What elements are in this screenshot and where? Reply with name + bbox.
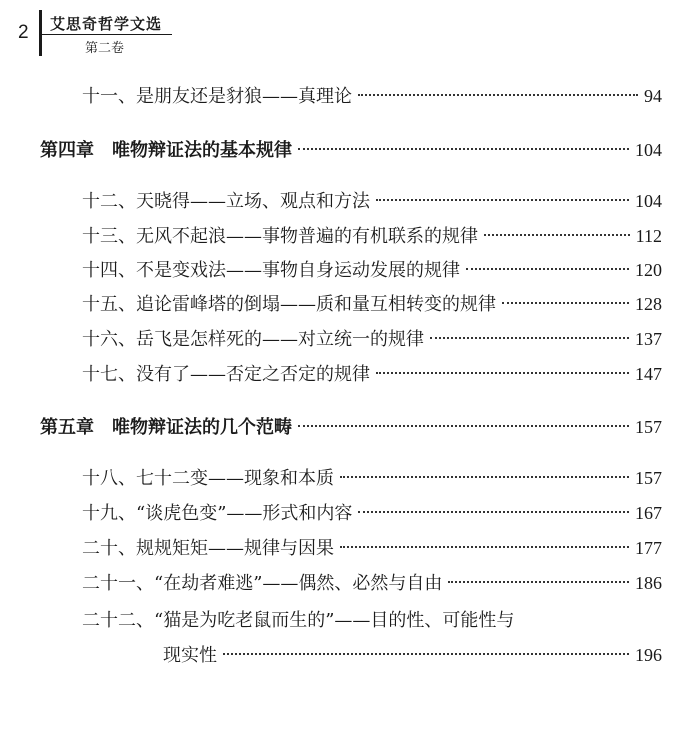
dot-leader [448,581,629,583]
toc-entry [163,641,662,671]
toc-entry-title: 十一、是朋友还是豺狼——真理论 [82,86,352,107]
book-title: 艾思奇哲学文选 [50,15,163,33]
dot-leader [430,337,629,339]
dot-leader [298,425,629,427]
dot-leader [502,302,629,304]
dot-leader [484,234,630,236]
toc-entry [82,360,662,390]
toc-chapter [40,413,662,443]
dot-leader [376,372,629,374]
toc-page-number: 104 [635,191,662,211]
toc-entry-title: 十五、追论雷峰塔的倒塌——质和量互相转变的规律 [82,294,496,315]
dot-leader [358,94,638,96]
toc-entry [82,534,662,564]
toc-entry-title: 十七、没有了——否定之否定的规律 [82,364,370,385]
toc-entry [82,499,662,529]
toc-entry-title: 十九、“谈虎色变”——形式和内容 [82,503,353,524]
toc-entry-title: 十六、岳飞是怎样死的——对立统一的规律 [82,329,424,350]
toc-page-number: 104 [635,140,662,160]
toc-chapter [40,136,662,166]
toc-entry-title: 十二、天晓得——立场、观点和方法 [82,191,370,212]
toc-chapter-title: 第五章 唯物辩证法的几个范畴 [40,417,292,438]
toc-entry-title: 十四、不是变戏法——事物自身运动发展的规律 [82,260,460,281]
toc-entry-title: 十八、七十二变——现象和本质 [82,468,334,489]
dot-leader [223,653,629,655]
toc-entry [82,464,662,494]
toc-entry-title: 二十一、“在劫者难逃”——偶然、必然与自由 [82,573,443,594]
toc-entry-title-line1: 二十二、“猫是为吃老鼠而生的”——目的性、可能性与 [82,610,515,631]
toc-entry [82,82,662,112]
toc-entry [82,325,662,355]
toc-entry [82,222,662,252]
toc-page-number: 167 [635,503,662,523]
toc-page-number: 196 [635,645,662,665]
toc-page-number: 177 [635,538,662,558]
toc-entry [82,569,662,599]
toc-page-number: 128 [635,294,662,314]
toc-page-number: 147 [635,364,662,384]
dot-leader [340,476,629,478]
page-header [0,0,682,60]
toc-entry-title: 十三、无风不起浪——事物普遍的有机联系的规律 [82,226,478,247]
toc-entry [82,187,662,217]
dot-leader [376,199,629,201]
toc-page-number: 112 [635,226,662,246]
dot-leader [466,268,629,270]
dot-leader [340,546,629,548]
toc-page-number: 94 [644,86,662,106]
toc-entry [82,256,662,286]
dot-leader [358,511,629,513]
toc-entry-title-line2: 现实性 [163,645,217,666]
toc-page-number: 137 [635,329,662,349]
header-rule [42,34,172,35]
toc-page-number: 120 [635,260,662,280]
toc-page-number: 186 [635,573,662,593]
toc-page-number: 157 [635,417,662,437]
toc-chapter-title: 第四章 唯物辩证法的基本规律 [40,140,292,161]
toc-page-number: 157 [635,468,662,488]
volume-label: 第二卷 [85,41,125,56]
header-divider-bar [39,10,42,56]
toc-entry-title: 二十、规规矩矩——规律与因果 [82,538,334,559]
toc-entry [82,290,662,320]
page-number: 2 [18,22,29,43]
dot-leader [298,148,629,150]
